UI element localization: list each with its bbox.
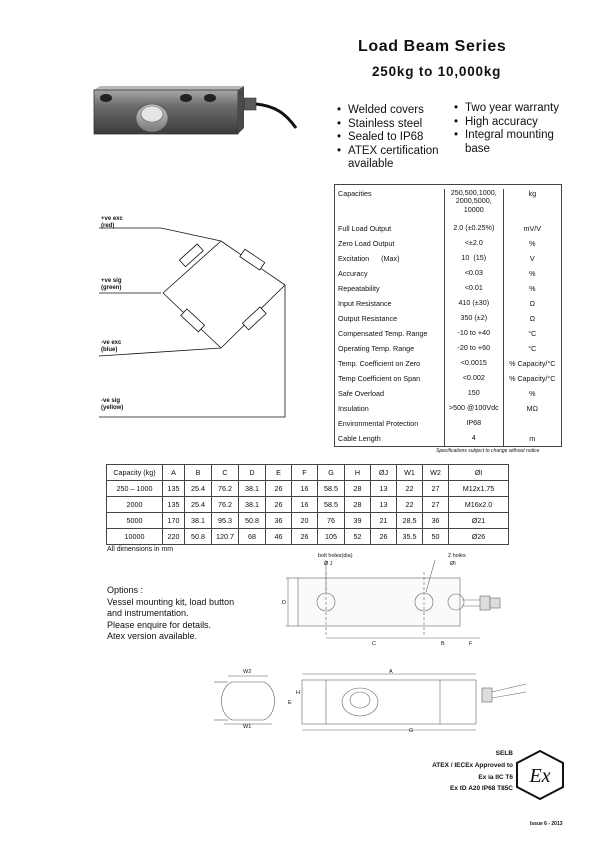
spec-row: Environmental Protection IP68 (335, 416, 561, 431)
drawing-label: W1 (243, 724, 252, 730)
drawing-label: H (296, 690, 300, 696)
spec-note: Specifications subject to change without notice (436, 448, 540, 454)
wire-label: -ve exc (blue) (101, 340, 122, 353)
drawing-label: Ø J (324, 561, 333, 567)
drawing-label: B (441, 641, 445, 647)
drawing-label: E (288, 700, 292, 706)
ex-hexagon-logo (514, 749, 566, 801)
load-beam-photo (86, 84, 306, 164)
drawing-label: G (409, 728, 414, 734)
feature-list-left (337, 104, 457, 172)
feature-item: • ATEX certification available (337, 145, 457, 172)
drawing-label: ØI (450, 561, 456, 567)
table-row: 250 – 1000 135 25.4 76.2 38.1 26 16 58.5 28 13 22 27 M12x1.75 (107, 481, 509, 497)
table-row: 5000 170 38.1 95.3 50.8 36 20 76 39 21 28.5 36 Ø21 (107, 513, 509, 529)
spec-row: Operating Temp. Range -20 to +60 °C (335, 341, 561, 356)
options-text: Options : Vessel mounting kit, load button and instrumentation. Please enquire for details. Atex version available. (107, 585, 235, 641)
end-view-drawing (208, 670, 288, 732)
feature-item: • Sealed to IP68 (337, 131, 457, 145)
spec-row: Repeatability <0.01 % (335, 281, 561, 296)
spec-row: Compensated Temp. Range -10 to +40 °C (335, 326, 561, 341)
wire-label: +ve exc (red) (101, 216, 123, 229)
atex-certification-text: SELB ATEX / IECEx Approved to Ex ia IIC T6 Ex tD A20 IP68 T85C (432, 750, 513, 793)
drawing-label: 2 holes (448, 553, 466, 559)
dimensions-table (106, 464, 509, 545)
spec-row: Accuracy <0.03 % (335, 266, 561, 281)
spec-row: Zero Load Output <±2.0 % (335, 236, 561, 251)
spec-row: Cable Length 4 m (335, 431, 561, 446)
spec-row: Temp Coefficient on Span <0.002 % Capacity/°C (335, 371, 561, 386)
specifications-table (334, 184, 562, 447)
feature-item: • Welded covers (337, 104, 457, 118)
spec-row: Safe Overload 150 % (335, 386, 561, 401)
spec-row: Full Load Output 2.0 (±0.25%) mV/V (335, 221, 561, 236)
feature-item: • Stainless steel (337, 118, 457, 132)
spec-row: Insulation >500 @100Vdc MΩ (335, 401, 561, 416)
wire-label: -ve sig (yellow) (101, 398, 124, 411)
drawing-label: bolt holes(dia) (318, 553, 353, 559)
table-header-row: Capacity (kg) A B C D E F G H ØJ W1 W2 ØI (107, 465, 509, 481)
issue-label: Issue 6 - 2013 (530, 821, 563, 827)
svg-text:Ex: Ex (529, 765, 551, 787)
drawing-label: D (282, 600, 286, 606)
wheatstone-bridge-diagram (95, 205, 300, 425)
spec-row: Temp. Coefficient on Zero <0.0015 % Capacity/°C (335, 356, 561, 371)
table-row: 10000 220 50.8 120.7 68 46 26 105 52 26 35.5 50 Ø26 (107, 529, 509, 545)
spec-row: Capacities 250,500,1000, 2000,5000, 10000 kg (335, 185, 561, 221)
drawing-label: W2 (243, 669, 252, 675)
feature-item: • Integral mounting base (454, 129, 574, 156)
drawing-label: F (469, 641, 473, 647)
table-row: 2000 135 25.4 76.2 38.1 26 16 58.5 28 13 22 27 M16x2.0 (107, 497, 509, 513)
side-view-drawing (290, 670, 530, 736)
drawing-label: C (372, 641, 376, 647)
feature-list-right (454, 102, 574, 156)
feature-item: • High accuracy (454, 116, 574, 130)
dimensions-note: All dimensions in mm (107, 546, 174, 553)
spec-row: Input Resistance 410 (±30) Ω (335, 296, 561, 311)
drawing-label: A (389, 669, 393, 675)
top-view-drawing (280, 548, 530, 652)
feature-item: • Two year warranty (454, 102, 574, 116)
page-title: Load Beam Series (358, 38, 507, 55)
page-subtitle: 250kg to 10,000kg (372, 64, 502, 79)
spec-row: Excitation (Max) 10 (15) V (335, 251, 561, 266)
wire-label: +ve sig (green) (101, 278, 122, 291)
spec-row: Output Resistance 350 (±2) Ω (335, 311, 561, 326)
